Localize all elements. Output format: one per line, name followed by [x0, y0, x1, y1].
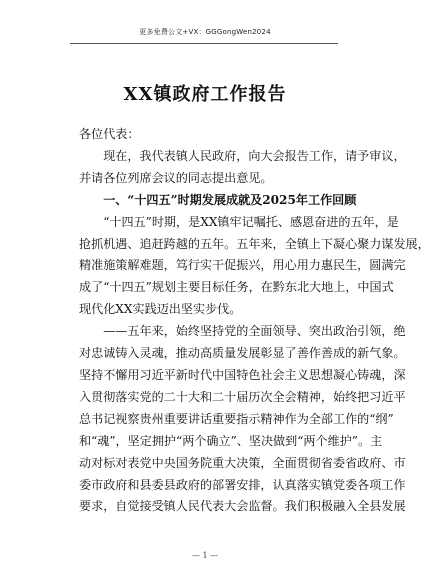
salutation-line: 各位代表： [79, 127, 140, 141]
header-rule [70, 43, 338, 44]
document-title: XX镇政府工作报告 [123, 84, 287, 105]
body-line: 现在，我代表镇人民政府，向大会报告工作，请予审议， [79, 148, 406, 163]
body-line: 委市政府和县委县政府的部署安排，认真落实镇党委各项工作 [79, 477, 406, 492]
body-line: “十四五”时期，是XX镇牢记嘱托、感恩奋进的五年，是 [79, 214, 399, 229]
body-line: 要求，自觉接受镇人民代表大会监督。我们积极融入全县发展 [79, 499, 406, 514]
header-note: 更多免费公文+VX：GGGongWen2024 [139, 28, 271, 36]
body-line: 入贯彻落实党的二十大和二十届历次全会精神，始终把习近平 [79, 389, 406, 404]
body-line: 成了“十四五”规划主要目标任务，在黔东北大地上，中国式 [79, 280, 394, 295]
body-line: ——五年来，始终坚持党的全面领导、突出政治引领，绝 [79, 324, 406, 339]
body-line: 抢抓机遇、追赶跨越的五年。五年来，全镇上下凝心聚力谋发展， [79, 236, 430, 251]
body-line: 现代化XX实践迈出坚实步伐。 [79, 302, 242, 317]
page-number: — 1 — [191, 551, 219, 560]
body-line: 对忠诚铸入灵魂，推动高质量发展彰显了善作善成的新气象。 [79, 346, 406, 361]
body-line: 坚持不懈用习近平新时代中国特色社会主义思想凝心铸魂，深 [79, 367, 406, 382]
body-line: 并请各位列席会议的同志提出意见。 [79, 170, 273, 185]
body-line: 总书记视察贵州重要讲话重要指示精神作为全部工作的“纲” [79, 411, 394, 426]
section-heading: 一、“十四五”时期发展成就及2025年工作回顾 [79, 192, 357, 207]
body-line: 和“魂”，坚定拥护“两个确立”、坚决做到“两个维护”。主 [79, 433, 383, 448]
body-line: 动对标对表党中央国务院重大决策，全面贯彻省委省政府、市 [79, 455, 406, 470]
body-line: 精准施策解难题，笃行实干促振兴，用心用力惠民生，圆满完 [79, 258, 406, 273]
report-body [79, 124, 430, 518]
